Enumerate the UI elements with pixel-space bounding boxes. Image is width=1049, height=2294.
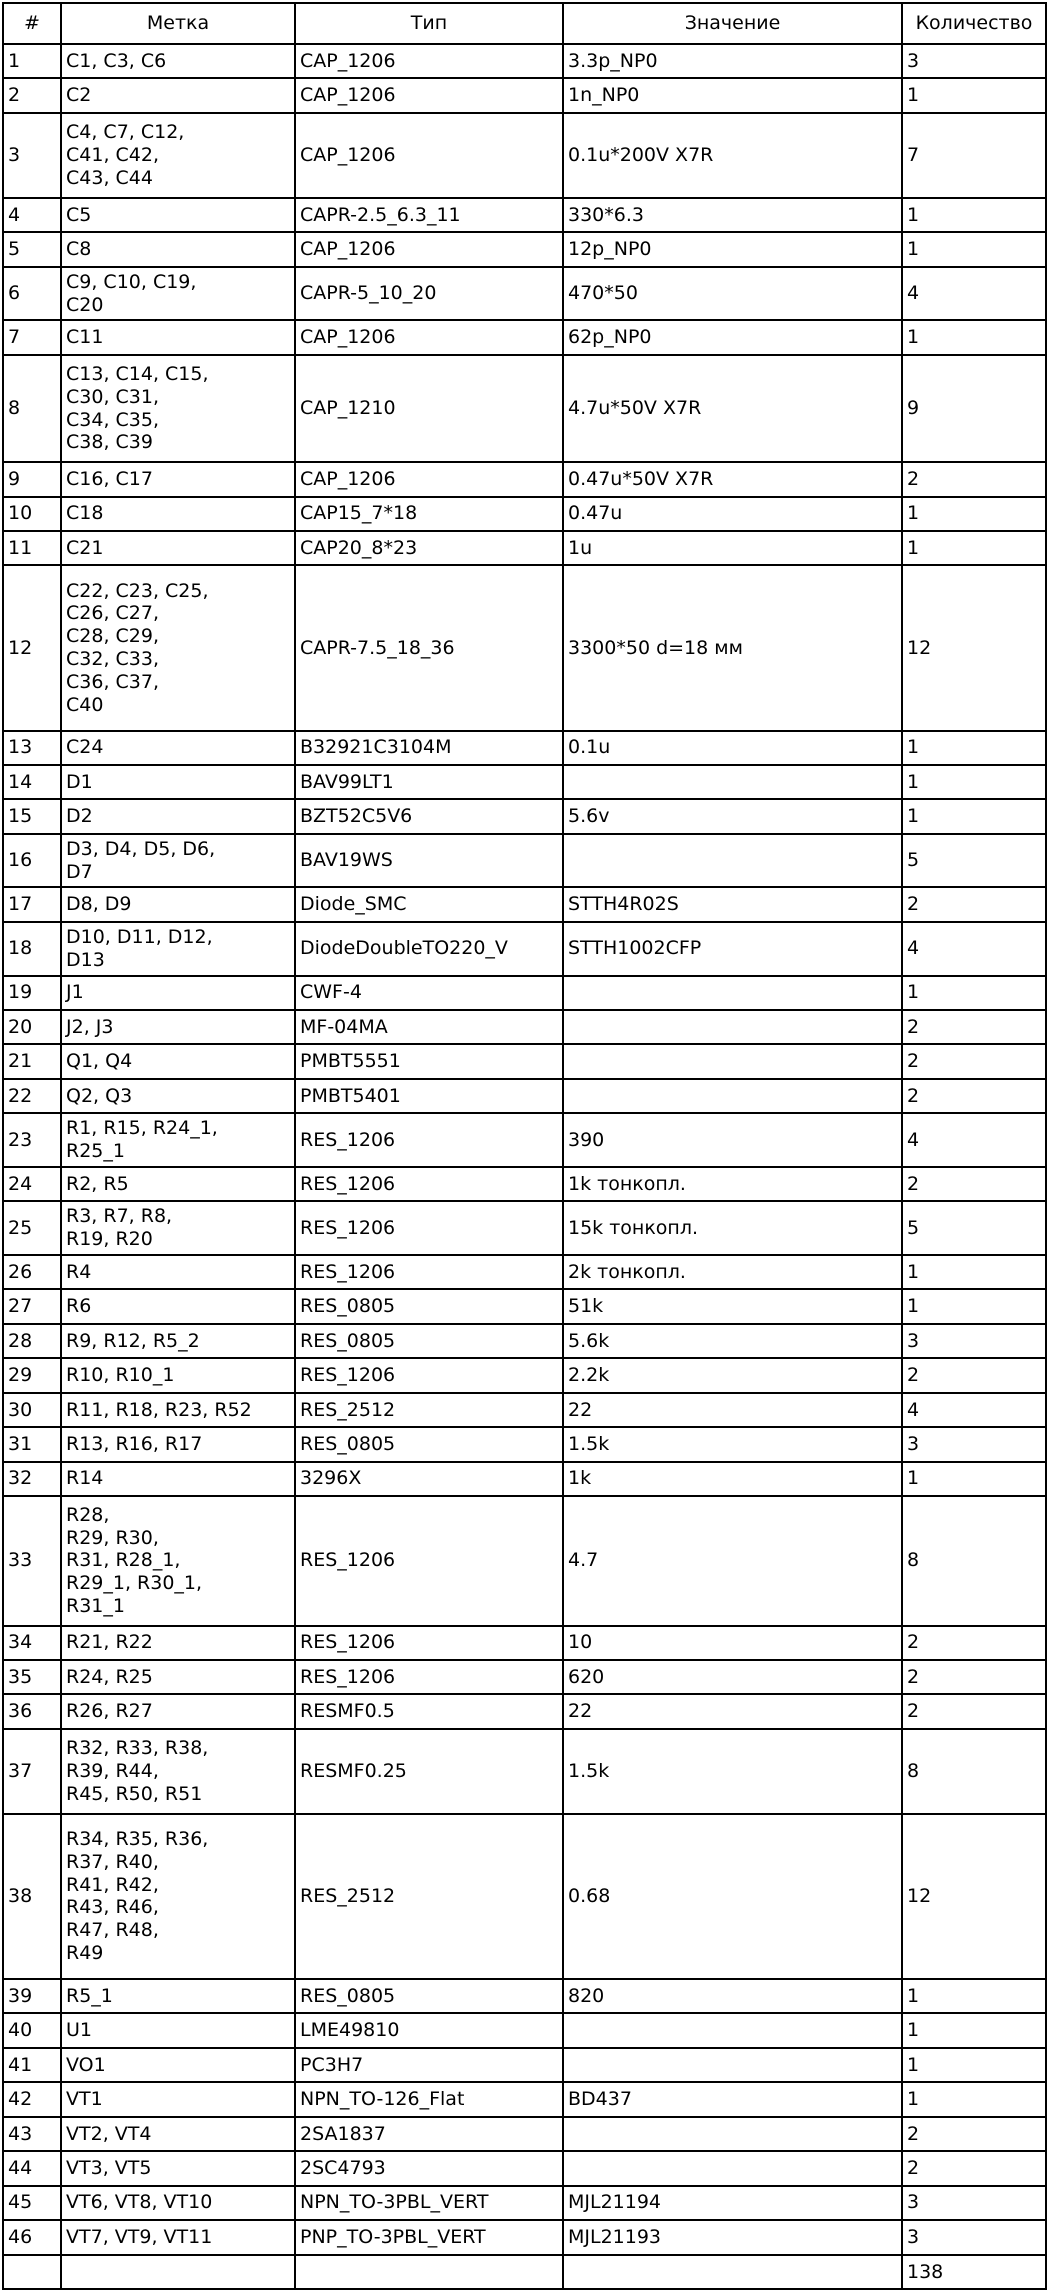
row-quantity: 1 bbox=[902, 2013, 1046, 2047]
row-label: J1 bbox=[61, 976, 295, 1010]
row-type: CAP15_7*18 bbox=[295, 497, 563, 531]
row-type: 3296X bbox=[295, 1462, 563, 1496]
table-row bbox=[3, 462, 1046, 496]
row-number: 28 bbox=[3, 1324, 61, 1358]
row-type: RES_0805 bbox=[295, 1289, 563, 1323]
row-value bbox=[563, 2013, 902, 2047]
row-number: 33 bbox=[3, 1496, 61, 1626]
row-value bbox=[563, 976, 902, 1010]
row-quantity: 1 bbox=[902, 731, 1046, 765]
row-quantity: 2 bbox=[902, 1660, 1046, 1694]
table-row bbox=[3, 799, 1046, 833]
row-label: C11 bbox=[61, 320, 295, 354]
table-row bbox=[3, 887, 1046, 921]
row-quantity: 1 bbox=[902, 799, 1046, 833]
row-label: C8 bbox=[61, 232, 295, 266]
row-type: RES_1206 bbox=[295, 1358, 563, 1392]
row-type: CAP_1206 bbox=[295, 113, 563, 198]
row-number: 40 bbox=[3, 2013, 61, 2047]
row-value: 390 bbox=[563, 1113, 902, 1167]
row-number: 25 bbox=[3, 1201, 61, 1255]
row-number: 32 bbox=[3, 1462, 61, 1496]
table-row bbox=[3, 2117, 1046, 2151]
row-quantity: 3 bbox=[902, 1324, 1046, 1358]
row-value: 620 bbox=[563, 1660, 902, 1694]
table-row bbox=[3, 1814, 1046, 1979]
row-quantity: 2 bbox=[902, 1079, 1046, 1113]
row-type: NPN_TO-3PBL_VERT bbox=[295, 2186, 563, 2220]
bom-table bbox=[2, 2, 1047, 2290]
table-row bbox=[3, 44, 1046, 78]
row-type: 2SC4793 bbox=[295, 2151, 563, 2185]
row-label: R10, R10_1 bbox=[61, 1358, 295, 1392]
row-number: 13 bbox=[3, 731, 61, 765]
row-value: 10 bbox=[563, 1626, 902, 1660]
row-quantity: 1 bbox=[902, 2082, 1046, 2116]
row-type: CAP_1206 bbox=[295, 462, 563, 496]
row-type: RES_2512 bbox=[295, 1814, 563, 1979]
row-number: 12 bbox=[3, 565, 61, 730]
row-number: 2 bbox=[3, 78, 61, 112]
table-row bbox=[3, 922, 1046, 976]
row-type: CAP_1206 bbox=[295, 320, 563, 354]
row-number: 34 bbox=[3, 1626, 61, 1660]
row-value bbox=[563, 1044, 902, 1078]
row-type: BAV19WS bbox=[295, 834, 563, 888]
row-quantity: 1 bbox=[902, 1289, 1046, 1323]
row-number: 21 bbox=[3, 1044, 61, 1078]
row-value: 1.5k bbox=[563, 1729, 902, 1814]
row-number: 6 bbox=[3, 267, 61, 321]
row-label: C22, C23, C25, C26, C27, C28, C29, C32, C33, C36, C37, C40 bbox=[61, 565, 295, 730]
row-type: RES_1206 bbox=[295, 1496, 563, 1626]
row-label: D10, D11, D12, D13 bbox=[61, 922, 295, 976]
row-number: 18 bbox=[3, 922, 61, 976]
row-number: 27 bbox=[3, 1289, 61, 1323]
row-value: BD437 bbox=[563, 2082, 902, 2116]
table-row bbox=[3, 531, 1046, 565]
row-number: 20 bbox=[3, 1010, 61, 1044]
row-label: R4 bbox=[61, 1255, 295, 1289]
row-type: CAP_1206 bbox=[295, 44, 563, 78]
table-row bbox=[3, 355, 1046, 462]
table-row bbox=[3, 1660, 1046, 1694]
row-quantity: 1 bbox=[902, 78, 1046, 112]
row-value: 4.7u*50V X7R bbox=[563, 355, 902, 462]
row-quantity: 8 bbox=[902, 1729, 1046, 1814]
row-label: C9, C10, C19, C20 bbox=[61, 267, 295, 321]
row-value: 3.3p_NP0 bbox=[563, 44, 902, 78]
row-value: 3300*50 d=18 мм bbox=[563, 565, 902, 730]
row-label: R21, R22 bbox=[61, 1626, 295, 1660]
row-number: 9 bbox=[3, 462, 61, 496]
row-label: C2 bbox=[61, 78, 295, 112]
row-value: MJL21194 bbox=[563, 2186, 902, 2220]
row-value: 2k тонкопл. bbox=[563, 1255, 902, 1289]
row-label: VT2, VT4 bbox=[61, 2117, 295, 2151]
row-value: 0.1u bbox=[563, 731, 902, 765]
row-number: 4 bbox=[3, 198, 61, 232]
row-type: Diode_SMC bbox=[295, 887, 563, 921]
row-quantity: 5 bbox=[902, 1201, 1046, 1255]
row-number: 22 bbox=[3, 1079, 61, 1113]
row-quantity: 2 bbox=[902, 1044, 1046, 1078]
row-label: C1, C3, C6 bbox=[61, 44, 295, 78]
row-label: C5 bbox=[61, 198, 295, 232]
row-value: 51k bbox=[563, 1289, 902, 1323]
row-quantity: 2 bbox=[902, 1694, 1046, 1728]
row-quantity: 8 bbox=[902, 1496, 1046, 1626]
header-type: Тип bbox=[295, 3, 563, 44]
row-type: RES_1206 bbox=[295, 1167, 563, 1201]
row-label: C16, C17 bbox=[61, 462, 295, 496]
header-number: # bbox=[3, 3, 61, 44]
row-quantity: 4 bbox=[902, 1113, 1046, 1167]
row-number: 8 bbox=[3, 355, 61, 462]
row-value: STTH4R02S bbox=[563, 887, 902, 921]
table-row bbox=[3, 1044, 1046, 1078]
row-quantity: 12 bbox=[902, 565, 1046, 730]
row-number: 19 bbox=[3, 976, 61, 1010]
table-row bbox=[3, 1324, 1046, 1358]
row-value: 1.5k bbox=[563, 1427, 902, 1461]
row-label: Q1, Q4 bbox=[61, 1044, 295, 1078]
row-number: 23 bbox=[3, 1113, 61, 1167]
row-label: R3, R7, R8, R19, R20 bbox=[61, 1201, 295, 1255]
table-row bbox=[3, 1393, 1046, 1427]
total-value-cell bbox=[563, 2255, 902, 2289]
row-number: 15 bbox=[3, 799, 61, 833]
row-label: R9, R12, R5_2 bbox=[61, 1324, 295, 1358]
row-value: 15k тонкопл. bbox=[563, 1201, 902, 1255]
table-row bbox=[3, 1289, 1046, 1323]
row-type: PC3H7 bbox=[295, 2048, 563, 2082]
row-quantity: 3 bbox=[902, 2186, 1046, 2220]
row-label: D8, D9 bbox=[61, 887, 295, 921]
row-label: R11, R18, R23, R52 bbox=[61, 1393, 295, 1427]
row-number: 35 bbox=[3, 1660, 61, 1694]
row-label: R24, R25 bbox=[61, 1660, 295, 1694]
row-value: 470*50 bbox=[563, 267, 902, 321]
row-type: PNP_TO-3PBL_VERT bbox=[295, 2220, 563, 2255]
row-type: RES_1206 bbox=[295, 1660, 563, 1694]
row-value: 1k тонкопл. bbox=[563, 1167, 902, 1201]
table-row bbox=[3, 1729, 1046, 1814]
row-label: R28, R29, R30, R31, R28_1, R29_1, R30_1, R31_1 bbox=[61, 1496, 295, 1626]
row-value: 1k bbox=[563, 1462, 902, 1496]
row-quantity: 1 bbox=[902, 2048, 1046, 2082]
row-quantity: 1 bbox=[902, 531, 1046, 565]
table-row bbox=[3, 976, 1046, 1010]
table-row bbox=[3, 1113, 1046, 1167]
row-value bbox=[563, 2117, 902, 2151]
row-label: R34, R35, R36, R37, R40, R41, R42, R43, R46, R47, R48, R49 bbox=[61, 1814, 295, 1979]
row-type: RES_1206 bbox=[295, 1201, 563, 1255]
row-type: NPN_TO-126_Flat bbox=[295, 2082, 563, 2116]
row-value bbox=[563, 1079, 902, 1113]
row-label: R6 bbox=[61, 1289, 295, 1323]
table-row bbox=[3, 497, 1046, 531]
row-number: 36 bbox=[3, 1694, 61, 1728]
row-type: PMBT5401 bbox=[295, 1079, 563, 1113]
row-quantity: 1 bbox=[902, 497, 1046, 531]
row-label: VT7, VT9, VT11 bbox=[61, 2220, 295, 2255]
row-number: 45 bbox=[3, 2186, 61, 2220]
row-number: 17 bbox=[3, 887, 61, 921]
row-type: RES_0805 bbox=[295, 1979, 563, 2013]
row-number: 46 bbox=[3, 2220, 61, 2255]
table-row bbox=[3, 1694, 1046, 1728]
row-label: D2 bbox=[61, 799, 295, 833]
row-type: MF-04MA bbox=[295, 1010, 563, 1044]
table-row bbox=[3, 198, 1046, 232]
row-type: RESMF0.5 bbox=[295, 1694, 563, 1728]
total-quantity: 138 bbox=[902, 2255, 1046, 2289]
table-row bbox=[3, 1427, 1046, 1461]
row-label: C4, C7, C12, C41, C42, C43, C44 bbox=[61, 113, 295, 198]
row-label: VT3, VT5 bbox=[61, 2151, 295, 2185]
total-number-cell bbox=[3, 2255, 61, 2289]
row-number: 3 bbox=[3, 113, 61, 198]
row-quantity: 1 bbox=[902, 232, 1046, 266]
row-type: RES_0805 bbox=[295, 1427, 563, 1461]
row-value bbox=[563, 2048, 902, 2082]
row-quantity: 1 bbox=[902, 1462, 1046, 1496]
row-number: 31 bbox=[3, 1427, 61, 1461]
row-type: RES_0805 bbox=[295, 1324, 563, 1358]
row-quantity: 3 bbox=[902, 1427, 1046, 1461]
table-row bbox=[3, 232, 1046, 266]
row-type: RES_1206 bbox=[295, 1113, 563, 1167]
row-number: 29 bbox=[3, 1358, 61, 1392]
row-type: 2SA1837 bbox=[295, 2117, 563, 2151]
row-number: 7 bbox=[3, 320, 61, 354]
row-label: D3, D4, D5, D6, D7 bbox=[61, 834, 295, 888]
row-number: 42 bbox=[3, 2082, 61, 2116]
row-label: C21 bbox=[61, 531, 295, 565]
bom-body bbox=[3, 44, 1046, 2255]
row-number: 10 bbox=[3, 497, 61, 531]
row-number: 5 bbox=[3, 232, 61, 266]
row-value: 1n_NP0 bbox=[563, 78, 902, 112]
row-number: 30 bbox=[3, 1393, 61, 1427]
row-value bbox=[563, 2151, 902, 2185]
header-value: Значение bbox=[563, 3, 902, 44]
table-row bbox=[3, 1496, 1046, 1626]
row-quantity: 5 bbox=[902, 834, 1046, 888]
row-value: 330*6.3 bbox=[563, 198, 902, 232]
total-type-cell bbox=[295, 2255, 563, 2289]
row-value: 820 bbox=[563, 1979, 902, 2013]
row-value: 1u bbox=[563, 531, 902, 565]
row-value: 22 bbox=[563, 1694, 902, 1728]
row-value: STTH1002CFP bbox=[563, 922, 902, 976]
row-type: RES_1206 bbox=[295, 1255, 563, 1289]
row-type: CAP_1210 bbox=[295, 355, 563, 462]
row-type: RESMF0.25 bbox=[295, 1729, 563, 1814]
table-row bbox=[3, 1626, 1046, 1660]
row-quantity: 1 bbox=[902, 765, 1046, 799]
row-value: 0.1u*200V X7R bbox=[563, 113, 902, 198]
table-row bbox=[3, 2151, 1046, 2185]
row-value bbox=[563, 834, 902, 888]
row-type: CAPR-7.5_18_36 bbox=[295, 565, 563, 730]
row-quantity: 9 bbox=[902, 355, 1046, 462]
total-row bbox=[3, 2255, 1046, 2289]
row-label: J2, J3 bbox=[61, 1010, 295, 1044]
row-number: 1 bbox=[3, 44, 61, 78]
row-type: BAV99LT1 bbox=[295, 765, 563, 799]
row-number: 14 bbox=[3, 765, 61, 799]
row-number: 24 bbox=[3, 1167, 61, 1201]
row-number: 11 bbox=[3, 531, 61, 565]
row-number: 43 bbox=[3, 2117, 61, 2151]
row-value: 62p_NP0 bbox=[563, 320, 902, 354]
row-value: 2.2k bbox=[563, 1358, 902, 1392]
row-type: CAPR-2.5_6.3_11 bbox=[295, 198, 563, 232]
row-value: 0.68 bbox=[563, 1814, 902, 1979]
row-number: 37 bbox=[3, 1729, 61, 1814]
row-quantity: 1 bbox=[902, 976, 1046, 1010]
row-label: R26, R27 bbox=[61, 1694, 295, 1728]
table-row bbox=[3, 320, 1046, 354]
table-row bbox=[3, 2082, 1046, 2116]
header-row bbox=[3, 3, 1046, 44]
table-row bbox=[3, 267, 1046, 321]
row-type: DiodeDoubleTO220_V bbox=[295, 922, 563, 976]
row-type: RES_1206 bbox=[295, 1626, 563, 1660]
row-quantity: 2 bbox=[902, 2117, 1046, 2151]
table-row bbox=[3, 2048, 1046, 2082]
row-number: 26 bbox=[3, 1255, 61, 1289]
row-quantity: 4 bbox=[902, 922, 1046, 976]
row-quantity: 2 bbox=[902, 1358, 1046, 1392]
table-row bbox=[3, 1167, 1046, 1201]
table-row bbox=[3, 1462, 1046, 1496]
row-label: C13, C14, C15, C30, C31, C34, C35, C38, C39 bbox=[61, 355, 295, 462]
row-quantity: 1 bbox=[902, 1979, 1046, 2013]
row-value: 0.47u bbox=[563, 497, 902, 531]
row-number: 39 bbox=[3, 1979, 61, 2013]
row-label: C24 bbox=[61, 731, 295, 765]
row-type: PMBT5551 bbox=[295, 1044, 563, 1078]
table-row bbox=[3, 1010, 1046, 1044]
row-label: VT1 bbox=[61, 2082, 295, 2116]
row-type: CWF-4 bbox=[295, 976, 563, 1010]
header-label: Метка bbox=[61, 3, 295, 44]
table-row bbox=[3, 113, 1046, 198]
table-row bbox=[3, 1358, 1046, 1392]
row-quantity: 3 bbox=[902, 44, 1046, 78]
row-value: 12p_NP0 bbox=[563, 232, 902, 266]
row-value bbox=[563, 1010, 902, 1044]
row-type: BZT52C5V6 bbox=[295, 799, 563, 833]
row-type: CAP_1206 bbox=[295, 232, 563, 266]
total-label-cell bbox=[61, 2255, 295, 2289]
row-label: R32, R33, R38, R39, R44, R45, R50, R51 bbox=[61, 1729, 295, 1814]
row-type: B32921C3104M bbox=[295, 731, 563, 765]
table-row bbox=[3, 731, 1046, 765]
row-type: CAPR-5_10_20 bbox=[295, 267, 563, 321]
header-quantity: Количество bbox=[902, 3, 1046, 44]
row-value: 4.7 bbox=[563, 1496, 902, 1626]
row-label: R1, R15, R24_1, R25_1 bbox=[61, 1113, 295, 1167]
row-quantity: 4 bbox=[902, 267, 1046, 321]
row-label: D1 bbox=[61, 765, 295, 799]
row-number: 44 bbox=[3, 2151, 61, 2185]
row-label: R14 bbox=[61, 1462, 295, 1496]
table-row bbox=[3, 1201, 1046, 1255]
row-quantity: 2 bbox=[902, 462, 1046, 496]
row-type: CAP20_8*23 bbox=[295, 531, 563, 565]
row-value: 5.6k bbox=[563, 1324, 902, 1358]
row-label: Q2, Q3 bbox=[61, 1079, 295, 1113]
table-row bbox=[3, 834, 1046, 888]
row-label: VO1 bbox=[61, 2048, 295, 2082]
table-row bbox=[3, 1255, 1046, 1289]
row-value: 22 bbox=[563, 1393, 902, 1427]
row-number: 38 bbox=[3, 1814, 61, 1979]
row-label: R5_1 bbox=[61, 1979, 295, 2013]
row-value: 5.6v bbox=[563, 799, 902, 833]
table-row bbox=[3, 765, 1046, 799]
row-quantity: 1 bbox=[902, 198, 1046, 232]
row-quantity: 2 bbox=[902, 2151, 1046, 2185]
table-row bbox=[3, 2013, 1046, 2047]
table-row bbox=[3, 78, 1046, 112]
row-number: 16 bbox=[3, 834, 61, 888]
row-quantity: 7 bbox=[902, 113, 1046, 198]
row-quantity: 2 bbox=[902, 1010, 1046, 1044]
table-row bbox=[3, 1979, 1046, 2013]
row-label: R2, R5 bbox=[61, 1167, 295, 1201]
row-quantity: 1 bbox=[902, 320, 1046, 354]
table-row bbox=[3, 1079, 1046, 1113]
row-quantity: 2 bbox=[902, 1626, 1046, 1660]
table-row bbox=[3, 2220, 1046, 2255]
row-label: VT6, VT8, VT10 bbox=[61, 2186, 295, 2220]
table-row bbox=[3, 565, 1046, 730]
row-quantity: 2 bbox=[902, 887, 1046, 921]
table-row bbox=[3, 2186, 1046, 2220]
row-quantity: 2 bbox=[902, 1167, 1046, 1201]
row-value bbox=[563, 765, 902, 799]
row-value: 0.47u*50V X7R bbox=[563, 462, 902, 496]
row-number: 41 bbox=[3, 2048, 61, 2082]
row-value: MJL21193 bbox=[563, 2220, 902, 2255]
row-label: C18 bbox=[61, 497, 295, 531]
row-type: RES_2512 bbox=[295, 1393, 563, 1427]
row-quantity: 3 bbox=[902, 2220, 1046, 2255]
row-type: LME49810 bbox=[295, 2013, 563, 2047]
row-label: U1 bbox=[61, 2013, 295, 2047]
row-type: CAP_1206 bbox=[295, 78, 563, 112]
row-quantity: 4 bbox=[902, 1393, 1046, 1427]
row-label: R13, R16, R17 bbox=[61, 1427, 295, 1461]
row-quantity: 12 bbox=[902, 1814, 1046, 1979]
row-quantity: 1 bbox=[902, 1255, 1046, 1289]
